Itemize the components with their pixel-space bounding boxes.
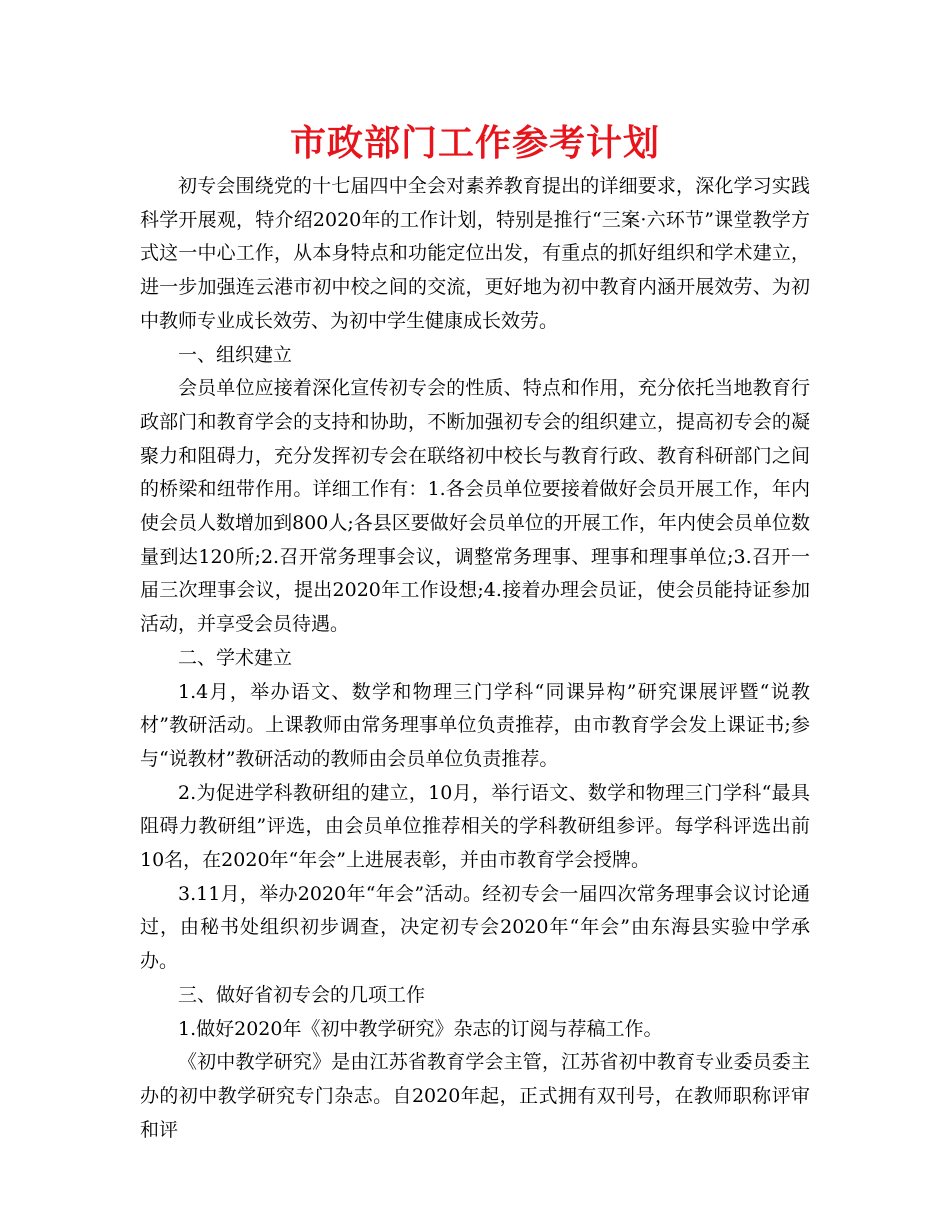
academic-item-1: 1.4月，举办语文、数学和物理三门学科“同课异构”研究课展评暨“说教材”教研活动。上课教师由常务理事单位负责推荐，由市教育学会发上课证书;参与“说教材”教研活动的教师由会员单位负责推荐。 — [140, 680, 810, 770]
academic-item-3: 3.11月，举办2020年“年会”活动。经初专会一届四次常务理事会议讨论通过，由秘书处组织初步调查，决定初专会2020年“年会”由东海县实验中学承办。 — [140, 882, 810, 973]
document-page — [140, 118, 810, 1147]
document-title: 市政部门工作参考计划 — [289, 123, 660, 164]
academic-item-2: 2.为促进学科教研组的建立，10月，举行语文、数学和物理三门学科“最具阻碍力教研组”评选，由会员单位推荐相关的学科教研组参评。每学科评选出前10名，在2020年“年会”上进展表彰，并由市教育学会授牌。 — [140, 781, 810, 872]
section-heading-provincial: 三、做好省初专会的几项工作 — [178, 983, 426, 1006]
intro-paragraph: 初专会围绕党的十七届四中全会对素养教育提出的详细要求，深化学习实践科学开展观，特介绍2020年的工作计划，特别是推行“三案·六环节”课堂教学方式这一中心工作，从本身特点和功能定位出发，有重点的抓好组织和学术建立，进一步加强连云港市初中校之间的交流，更好地为初中教育内涵开展效劳、为初中教师专业成长效劳、为初中学生健康成长效劳。 — [140, 175, 810, 332]
section-heading-organization: 一、组织建立 — [178, 343, 293, 366]
provincial-item-1: 1.做好2020年《初中教学研究》杂志的订阅与荐稿工作。 — [178, 1017, 663, 1040]
section-heading-academic: 二、学术建立 — [178, 646, 293, 669]
organization-paragraph: 会员单位应接着深化宣传初专会的性质、特点和作用，充分依托当地教育行政部门和教育学会的支持和协助，不断加强初专会的组织建立，提高初专会的凝聚力和阻碍力，充分发挥初专会在联络初中校长与教育行政、教育科研部门之间的桥梁和纽带作用。详细工作有：1.各会员单位要接着做好会员开展工作，年内使会员人数增加到800人;各县区要做好会员单位的开展工作，年内使会员单位数量到达120所;2.召开常务理事会议，调整常务理事、理事和理事单位;3.召开一届三次理事会议，提出2020年工作设想;4.接着办理会员证，使会员能持证参加活动，并享受会员待遇。 — [140, 377, 810, 636]
journal-paragraph: 《初中教学研究》是由江苏省教育学会主管，江苏省初中教育专业委员委主办的初中教学研究专门杂志。自2020年起，正式拥有双刊号，在教师职称评审和评 — [140, 1051, 810, 1141]
document-body — [140, 170, 810, 1147]
